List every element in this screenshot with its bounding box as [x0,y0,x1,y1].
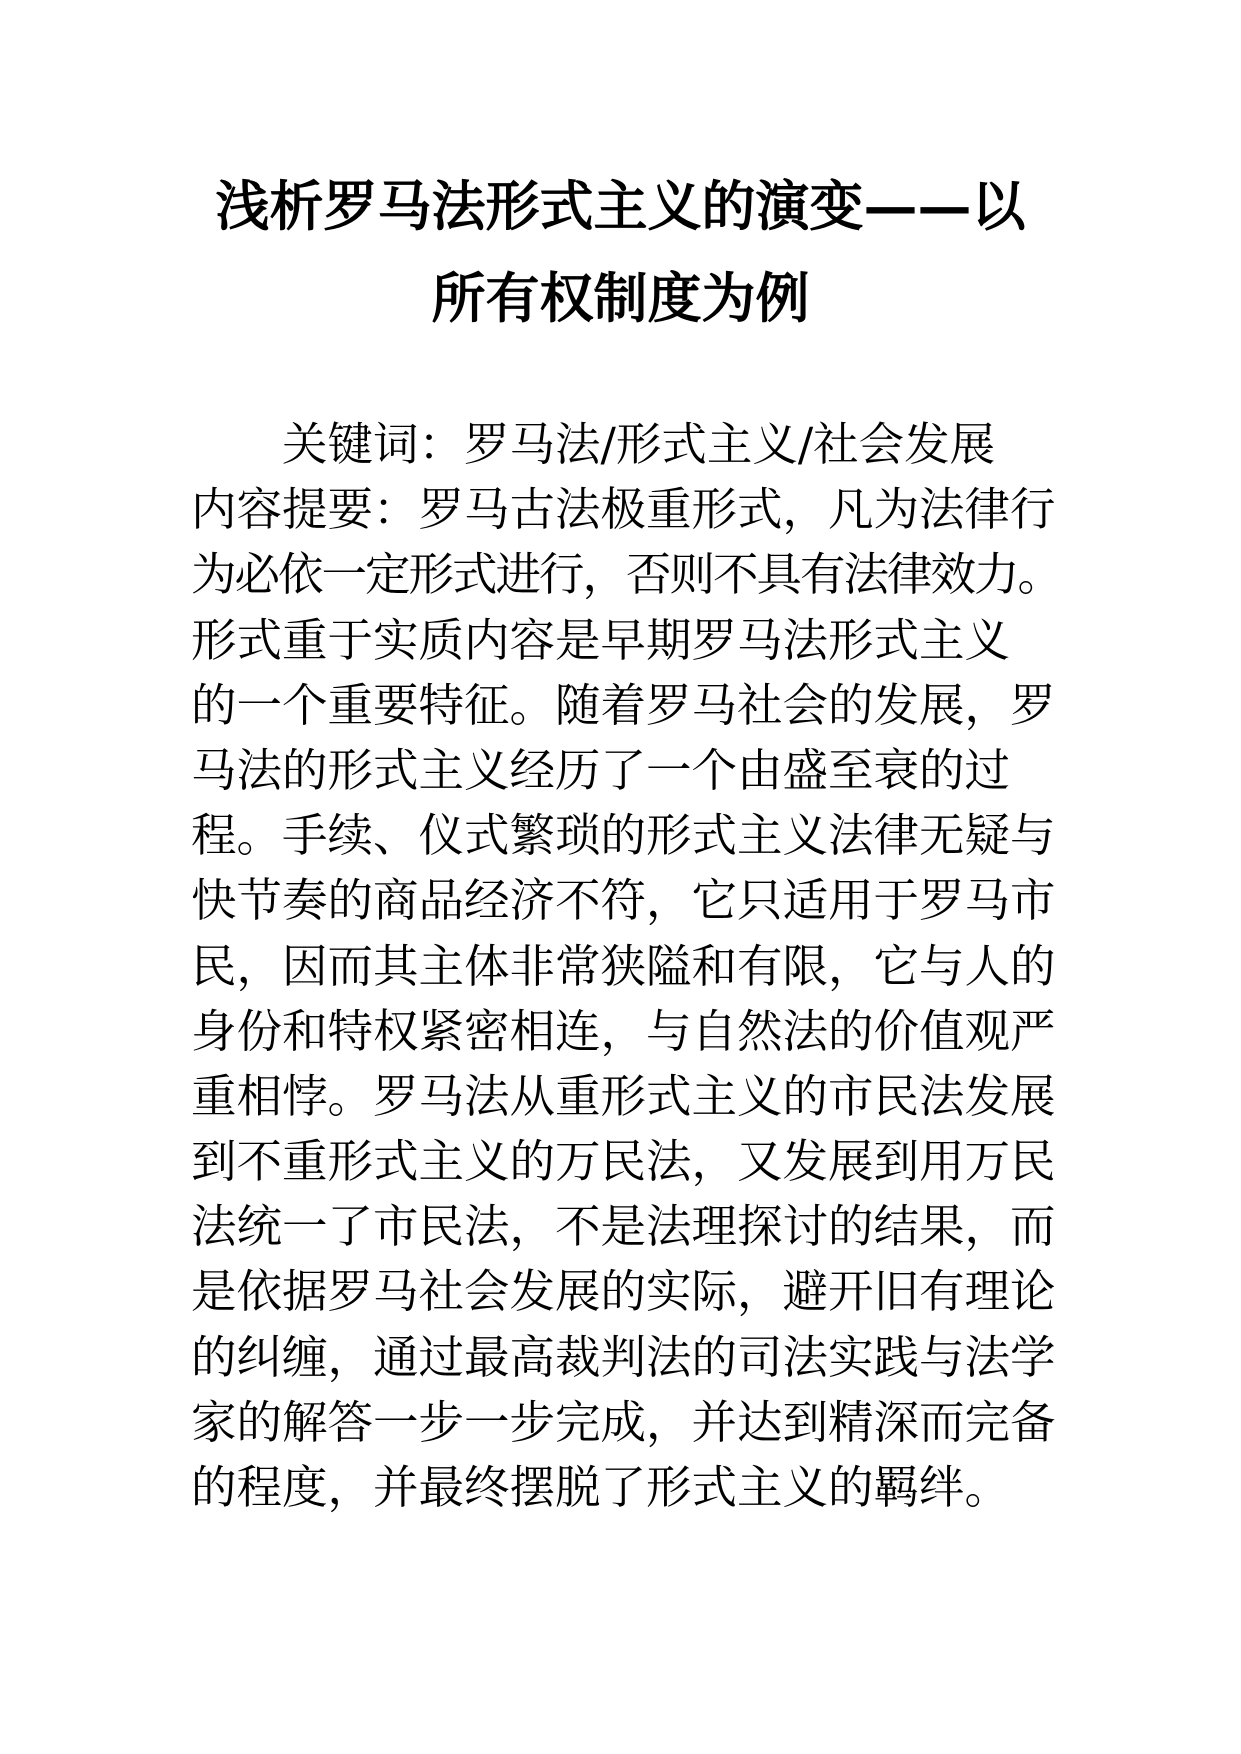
abstract-line: 的纠缠，通过最高裁判法的司法实践与法学 [191,1330,1056,1384]
abstract-line: 家的解答一步一步完成，并达到精深而完备 [191,1395,1056,1449]
title-line: 所有权制度为例 [431,266,810,330]
document-body [191,412,1071,1520]
abstract-line: 快节奏的商品经济不符，它只适用于罗马市 [191,874,1056,928]
abstract-line: 到不重形式主义的万民法，又发展到用万民 [191,1135,1056,1189]
abstract-line: 的程度，并最终摆脱了形式主义的羁绊。 [191,1461,1011,1514]
title-line: 浅析罗马法形式主义的演变——以 [215,174,1026,238]
document-title [0,160,1241,344]
abstract-line: 为必依一定形式进行，否则不具有法律效力。 [191,548,1062,602]
abstract-line: 身份和特权紧密相连，与自然法的价值观严 [191,1004,1056,1058]
abstract-line: 形式重于实质内容是早期罗马法形式主义 [191,613,1011,667]
keywords-line: 关键词：罗马法/形式主义/社会发展 [282,418,996,471]
abstract-line: 民，因而其主体非常狭隘和有限，它与人的 [191,939,1056,993]
abstract-line: 重相悖。罗马法从重形式主义的市民法发展 [191,1069,1056,1123]
abstract-line: 内容提要：罗马古法极重形式，凡为法律行 [191,483,1056,537]
abstract-line: 马法的形式主义经历了一个由盛至衰的过 [191,743,1011,797]
abstract-line: 程。手续、仪式繁琐的形式主义法律无疑与 [191,809,1056,863]
abstract-line: 的一个重要特征。随着罗马社会的发展，罗 [191,678,1056,732]
abstract-line: 是依据罗马社会发展的实际，避开旧有理论 [191,1265,1056,1319]
abstract-line: 法统一了市民法，不是法理探讨的结果，而 [191,1200,1056,1254]
